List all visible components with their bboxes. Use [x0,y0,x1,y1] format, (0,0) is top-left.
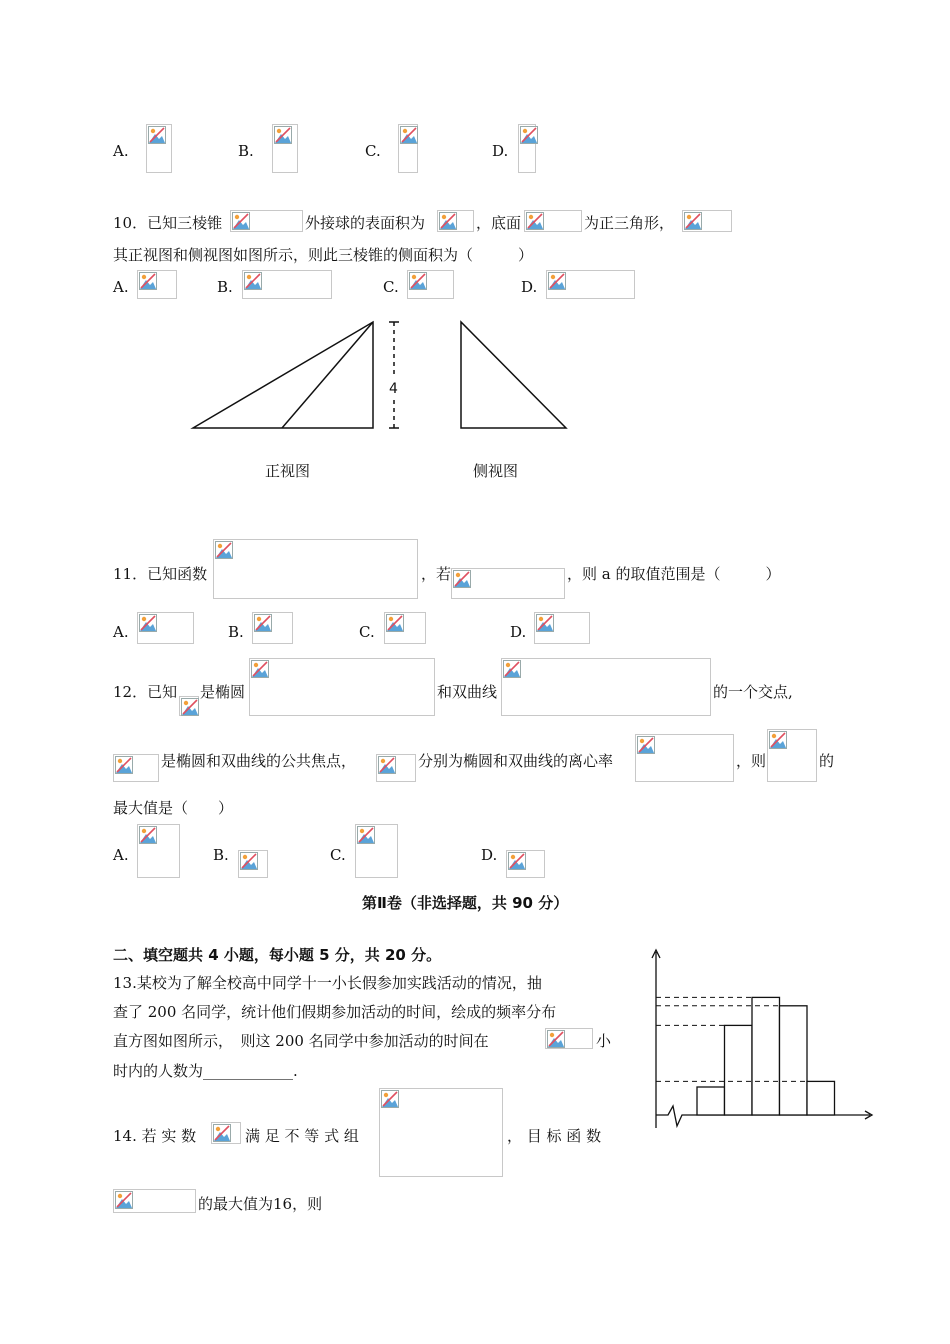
q12-option-b: B. [213,846,229,864]
q10-option-a: A. [113,278,129,296]
dimension-label: 4 [389,381,398,397]
q10-option-d: D. [521,278,538,296]
q11-option-d: D. [510,623,527,641]
q11-option-a: A. [113,623,129,641]
q12-text: 的一个交点, [713,683,793,701]
q13-text: 时内的人数为____________. [113,1062,298,1080]
q11-text: ，则 a 的取值范围是（ ） [567,565,781,583]
q10-text: 其正视图和侧视图如图所示，则此三棱锥的侧面积为（ ） [113,246,534,264]
q12-option-c: C. [330,846,346,864]
part-title: 第Ⅱ卷（非选择题，共 90 分） [362,894,569,912]
q13-text: 查了 200 名同学，统计他们假期参加活动的时间，绘成的频率分布 [113,1003,557,1021]
q12-text: 是椭圆 [200,683,246,701]
histogram-bar [752,997,780,1115]
q10-option-c: C. [383,278,399,296]
q11-text: 11．已知函数 [113,565,208,583]
q12-text: 12．已知 [113,683,178,701]
q12-text: ，则 [736,752,767,770]
q10-option-b: B. [217,278,233,296]
section-title: 二、填空题共 4 小题，每小题 5 分，共 20 分。 [113,946,442,964]
q12-option-d: D. [481,846,498,864]
q9-option-a: A. [113,142,129,160]
q12-option-a: A. [113,846,129,864]
q10-text: 为正三角形， [584,214,675,232]
q11-text: ，若 [421,565,452,583]
q12-text: 和双曲线 [437,683,498,701]
histogram-bar [697,1087,725,1115]
histogram-bar [780,1006,808,1115]
q10-text: 外接球的表面积为 [305,214,426,232]
q11-option-b: B. [228,623,244,641]
q10-text: ，底面 [476,214,522,232]
formula-image [379,1088,503,1177]
q12-text: 的 [819,752,835,770]
q14-text: 14. 若 实 数 [113,1127,197,1145]
q12-text: 分别为椭圆和双曲线的离心率 [418,752,614,770]
q10-text: 10．已知三棱锥 [113,214,223,232]
q13-text: 直方图如图所示， 则这 200 名同学中参加活动的时间在 [113,1032,489,1050]
formula-image [211,1122,241,1144]
q9-option-c: C. [365,142,381,160]
q9-option-d: D. [492,142,509,160]
q13-text: 小 [596,1032,612,1050]
q14-text: 的最大值为16，则 [198,1195,323,1213]
q14-text: 满 足 不 等 式 组 [245,1127,359,1145]
histogram-bar [807,1081,835,1115]
q12-text: 最大值是（ ） [113,799,234,817]
histogram-bar [725,1025,753,1115]
front-view-label: 正视图 [265,462,311,480]
q12-text: 是椭圆和双曲线的公共焦点， [161,752,357,770]
q11-option-c: C. [359,623,375,641]
formula-image [113,1189,196,1213]
q13-text: 13.某校为了解全校高中同学十一小长假参加实践活动的情况，抽 [113,974,542,992]
q9-option-b: B. [238,142,254,160]
side-view-label: 侧视图 [473,462,519,480]
q14-text: ， 目 标 函 数 [507,1127,602,1145]
